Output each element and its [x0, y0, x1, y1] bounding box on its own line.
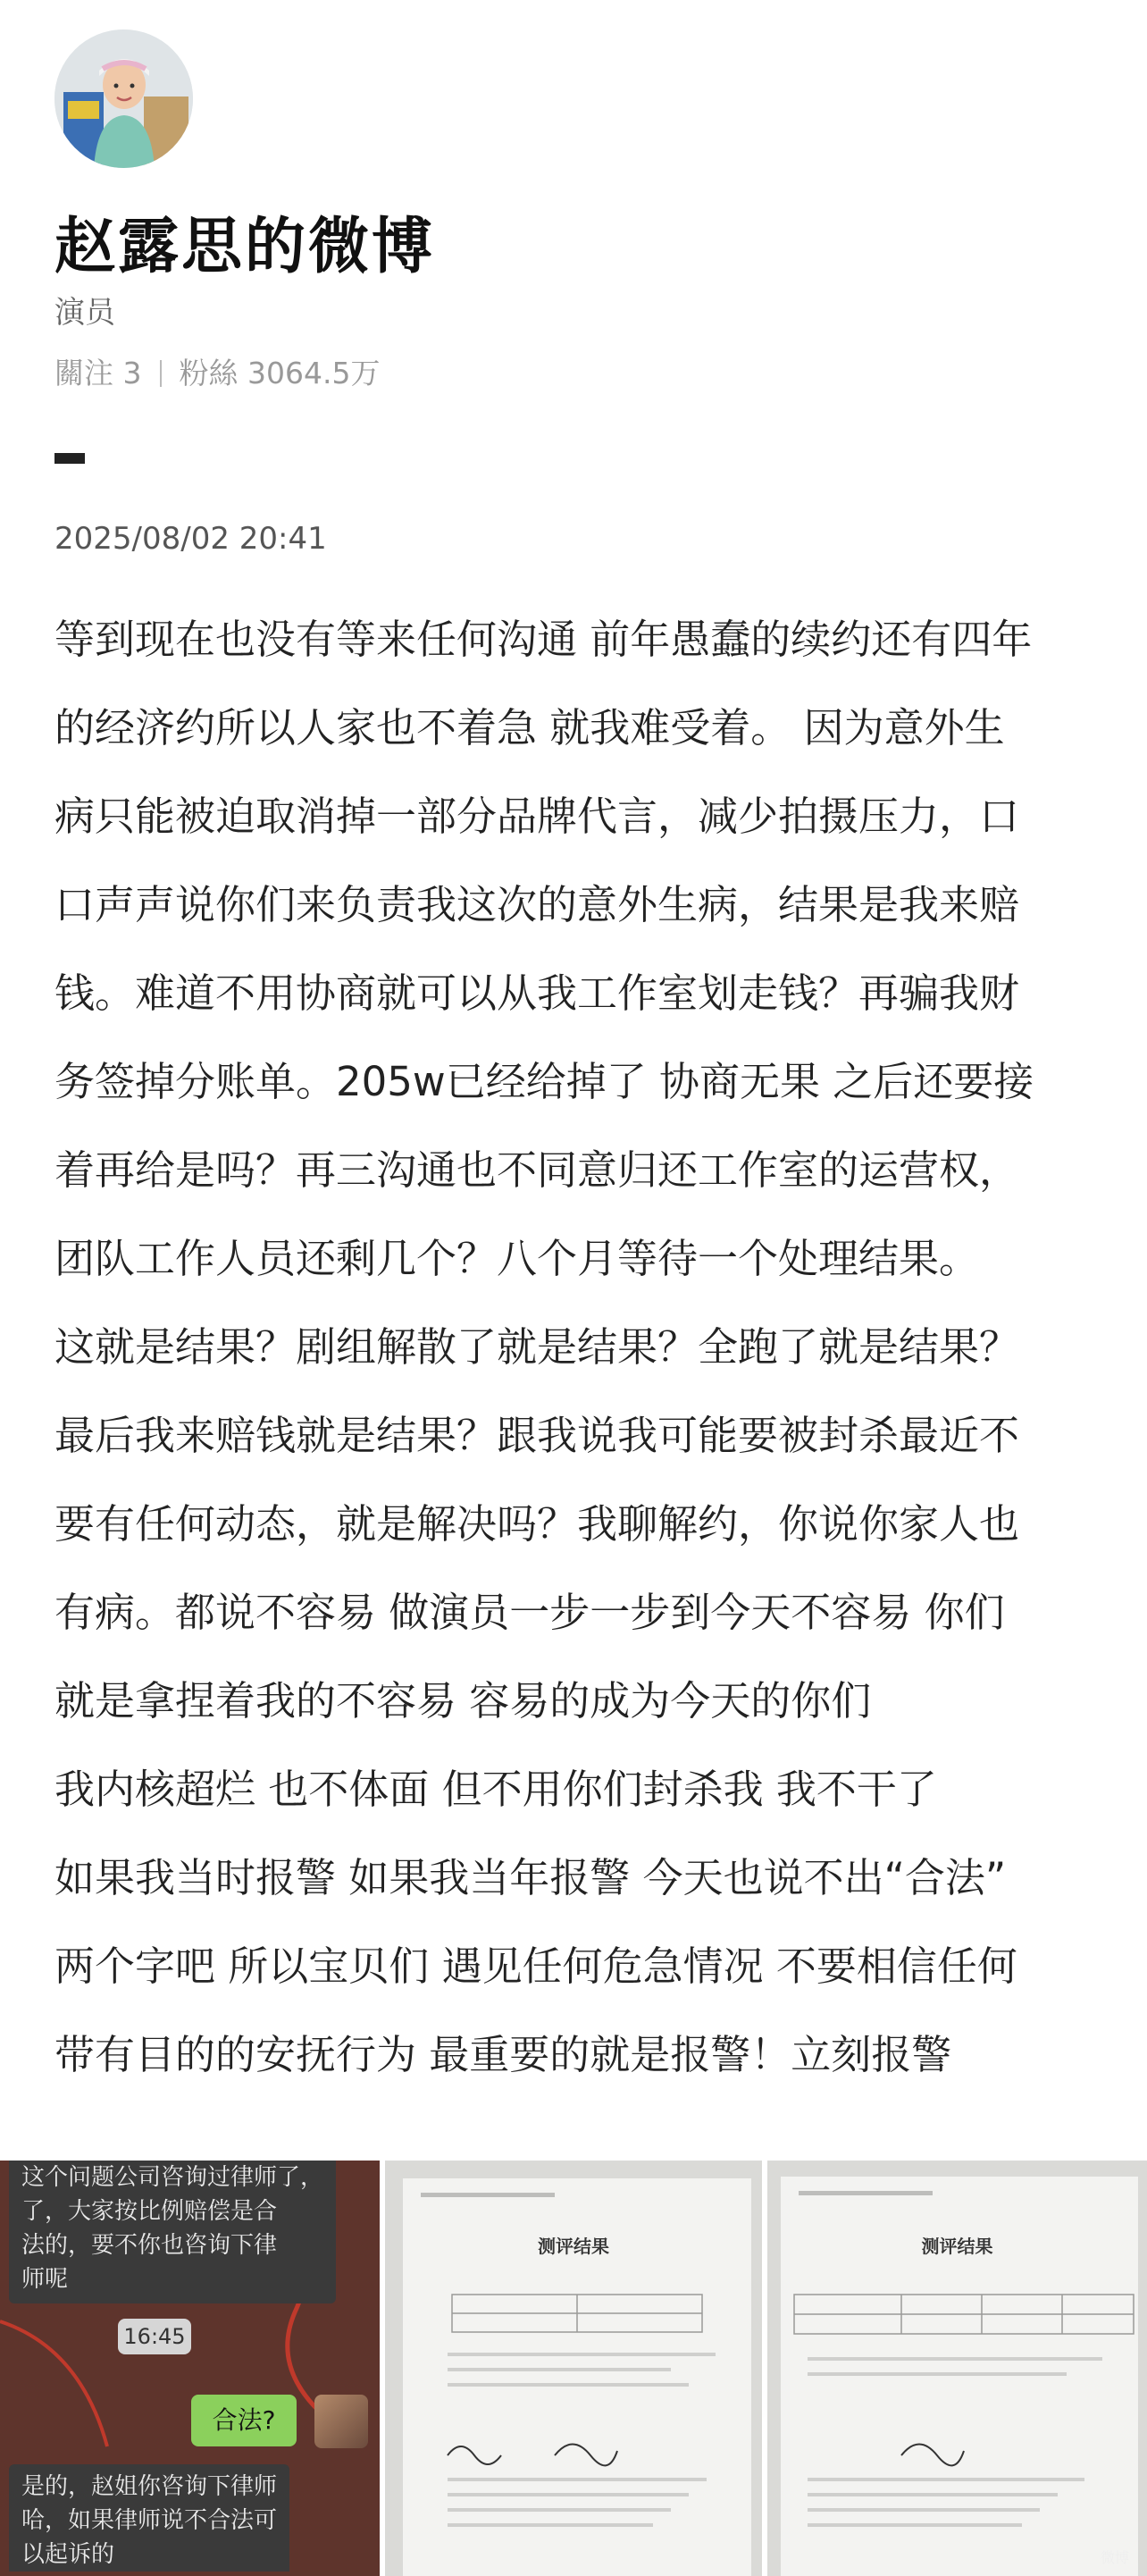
document-scan [385, 2161, 762, 2576]
dash-icon [54, 453, 85, 464]
document-title: 测评结果 [538, 2236, 609, 2257]
post-line: 如果我当时报警 如果我当年报警 今天也说不出“合法” [54, 1854, 1007, 1901]
chat-avatar [314, 2395, 368, 2448]
post-line: 要有任何动态，就是解决吗？我聊解约，你说你家人也 [54, 1500, 1020, 1548]
post-line: 钱。难道不用协商就可以从我工作室划走钱？再骗我财 [54, 969, 1020, 1017]
post-line: 口声声说你们来负责我这次的意外生病，结果是我来赔 [54, 881, 1020, 928]
document-title: 测评结果 [921, 2236, 993, 2257]
post-images [0, 2161, 1147, 2576]
post-line: 有病。都说不容易 做演员一步一步到今天不容易 你们 [54, 1589, 1005, 1636]
chat-bubble-incoming [9, 2161, 336, 2303]
chat-line: 法的，要不你也咨询下律 [21, 2232, 278, 2259]
document-image[interactable] [385, 2161, 762, 2576]
chat-bubble-outgoing: 合法? [191, 2395, 297, 2446]
post-line: 带有目的的安抚行为 最重要的就是报警！立刻报警 [54, 2031, 952, 2078]
post-timestamp: 2025/08/02 20:41 [54, 521, 327, 557]
post-line: 的经济约所以人家也不着急 就我难受着。 因为意外生 [54, 704, 1005, 751]
chat-line: 师呢 [21, 2266, 69, 2293]
post-line: 团队工作人员还剩几个？八个月等待一个处理结果。 [54, 1235, 980, 1282]
profile-subtitle: 演员 [54, 295, 115, 331]
chat-line: 是的，赵姐你咨询下律师 [21, 2473, 278, 2500]
post-line: 最后我来赔钱就是结果？跟我说我可能要被封杀最近不 [54, 1412, 1020, 1459]
profile-stats [54, 350, 380, 392]
chat-line: 以起诉的 [21, 2541, 115, 2568]
image-watermark: 微博 [1100, 2549, 1129, 2566]
avatar-photo [54, 29, 193, 168]
following-count[interactable]: 關注 3 [54, 356, 142, 390]
post-text [54, 604, 1100, 2108]
profile-avatar[interactable] [54, 29, 193, 168]
post-line: 我内核超烂 也不体面 但不用你们封杀我 我不干了 [54, 1766, 937, 1813]
post-line: 两个字吧 所以宝贝们 遇见任何危急情况 不要相信任何 [54, 1942, 1017, 1990]
chat-line: 了，大家按比例赔偿是合 [21, 2198, 278, 2225]
post-line: 务签掉分账单。205w已经给掉了 协商无果 之后还要接 [54, 1058, 1034, 1105]
followers-count[interactable]: 粉絲 3064.5万 [179, 356, 381, 390]
post-line: 等到现在也没有等来任何沟通 前年愚蠢的续约还有四年 [54, 616, 1033, 663]
chat-time: 16:45 [118, 2319, 191, 2354]
document-scan [767, 2161, 1147, 2576]
chat-line: 哈，如果律师说不合法可 [21, 2507, 278, 2534]
profile-name[interactable]: 赵露思的微博 [54, 212, 436, 282]
document-image[interactable] [767, 2161, 1147, 2576]
chat-screenshot-image[interactable] [0, 2161, 380, 2576]
post-line: 这就是结果？剧组解散了就是结果？全跑了就是结果？ [54, 1323, 1020, 1371]
post-line: 着再给是吗？再三沟通也不同意归还工作室的运营权， [54, 1146, 1020, 1194]
post-line: 病只能被迫取消掉一部分品牌代言，减少拍摄压力，口 [54, 793, 1020, 840]
chat-bubble-incoming [9, 2464, 289, 2572]
stats-divider [160, 360, 162, 387]
chat-line: 这个问题公司咨询过律师了， [21, 2164, 324, 2191]
post-line: 就是拿捏着我的不容易 容易的成为今天的你们 [54, 1677, 872, 1724]
